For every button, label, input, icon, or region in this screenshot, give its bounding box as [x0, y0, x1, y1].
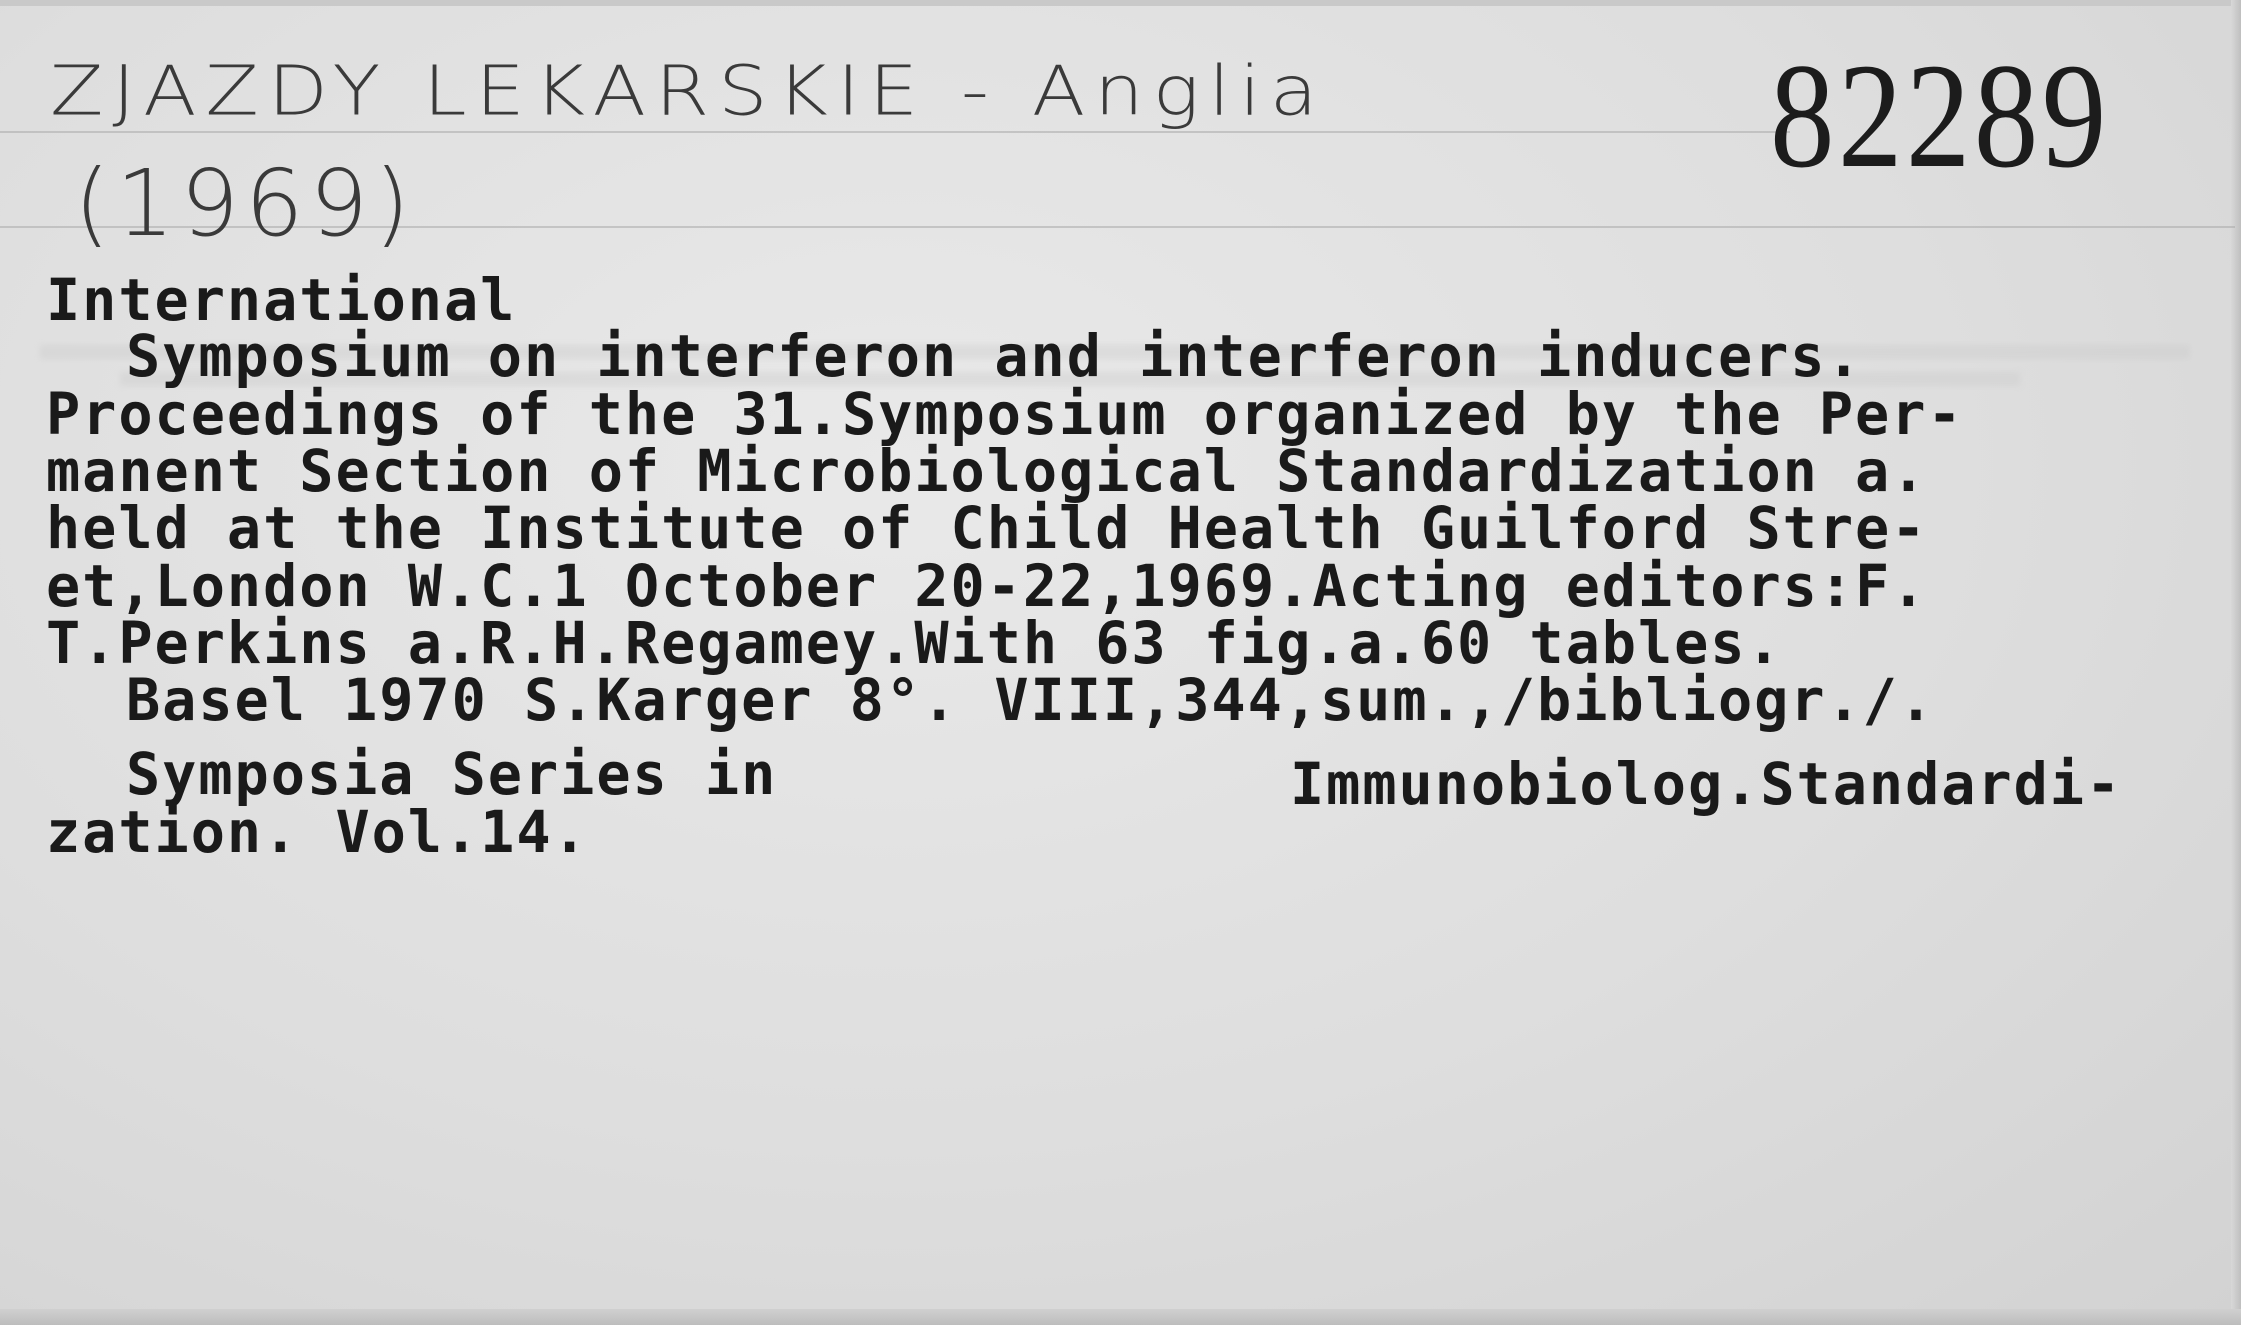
- handwritten-subject-heading: ZJAZDY LEKARSKIE - Anglia: [50, 52, 1327, 132]
- entry-line-7: T.Perkins a.R.H.Regamey.With 63 fig.a.60 tables.: [46, 609, 1783, 677]
- entry-line-imprint: Basel 1970 S.Karger 8°. VIII,344,sum.,/bibliogr./.: [126, 666, 1936, 734]
- ruled-line-top: [0, 131, 1790, 133]
- entry-line-6: et,London W.C.1 October 20-22,1969.Acting editors:F.: [46, 552, 1928, 620]
- entry-line-5: held at the Institute of Child Health Guilford Stre-: [46, 494, 1928, 562]
- card-number: 82289: [1770, 33, 2110, 199]
- entry-line-4: manent Section of Microbiological Standardization a.: [46, 437, 1928, 505]
- entry-line-volume: zation. Vol.14.: [46, 798, 589, 866]
- entry-line-series-cont: Immunobiolog.Standardi-: [1290, 750, 2123, 818]
- entry-line-3: Proceedings of the 31.Symposium organized by the Per-: [46, 380, 1964, 448]
- card-top-edge: [0, 0, 2241, 6]
- entry-line-2: Symposium on interferon and interferon inducers.: [126, 322, 1863, 390]
- entry-line-1: International: [46, 266, 517, 334]
- handwritten-year: (1969): [74, 150, 416, 257]
- card-right-edge: [2231, 0, 2241, 1325]
- entry-line-series: Symposia Series in: [126, 740, 778, 808]
- card-bottom-edge: [0, 1309, 2241, 1325]
